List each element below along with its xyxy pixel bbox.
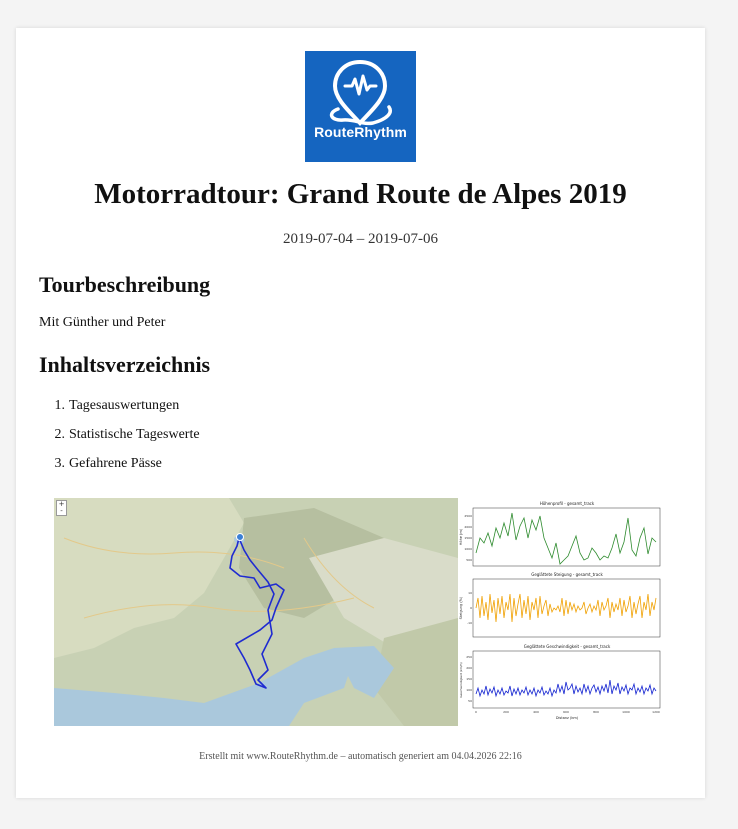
toc-label: Gefahrene Pässe [69,456,162,471]
toc-item-statistics[interactable] [39,425,200,454]
zoom-in-button[interactable]: + [58,500,65,508]
page-title: Motorradtour: Grand Route de Alpes 2019 [94,178,627,210]
elevation-plot-title: Höhenprofil - gesamt_track [539,501,595,506]
table-of-contents [39,396,200,483]
footer-note: Erstellt mit www.RouteRhythm.de – automatisch generiert am 04.04.2026 22:16 [199,751,522,762]
routerhythm-logo [305,51,416,162]
speed-ytick: 100 [466,688,472,692]
toc-label: Statistische Tageswerte [69,427,200,442]
track-profile-plots [458,498,668,726]
description-heading: Tourbeschreibung [39,272,211,297]
map-pin-pulse-icon [305,51,416,162]
elevation-ytick: 2500 [464,514,472,518]
toc-item-daily-analysis[interactable] [39,396,200,425]
route-map[interactable] [54,498,458,726]
toc-item-passes[interactable] [39,454,200,483]
elevation-ylabel: Höhe (m) [459,528,463,546]
gradient-ylabel: Steigung (%) [459,596,463,620]
speed-ytick: 150 [466,677,472,681]
speed-ylabel: Geschwindigkeit (km/h) [459,662,463,698]
toc-heading: Inhaltsverzeichnis [39,352,211,377]
gradient-ytick: 0 [470,606,472,610]
toc-label: Tagesauswertungen [69,398,180,413]
x-tick: 600 [563,710,569,714]
elevation-ytick: 1000 [464,547,472,551]
elevation-ytick: 1500 [464,536,472,540]
profile-charts [458,498,668,726]
gradient-ytick: 10 [468,591,472,595]
x-tick: 400 [533,710,539,714]
gradient-ytick: -10 [467,621,472,625]
speed-plot-title: Geglättete Geschwindigkeit - gesamt_track [523,644,611,649]
toc-number: 2. [54,427,65,442]
description-text: Mit Günther und Peter [39,315,166,330]
speed-series-line [476,680,656,696]
speed-ytick: 250 [466,655,472,659]
zoom-out-button[interactable]: - [60,507,63,515]
elevation-ytick: 2000 [464,525,472,529]
speed-plot-frame [473,651,660,708]
x-tick: 1000 [622,710,630,714]
toc-number: 3. [54,456,65,471]
x-tick: 1200 [652,710,660,714]
gradient-series-line [476,594,656,622]
x-tick: 0 [475,710,477,714]
x-axis-label: Distanz (km) [555,716,579,720]
gradient-plot-title: Geglättete Steigung - gesamt_track [531,572,603,577]
map-terrain [54,498,458,726]
toc-number: 1. [54,398,65,413]
speed-ytick: 50 [468,699,472,703]
x-tick: 800 [593,710,599,714]
map-zoom-control[interactable] [56,500,67,516]
logo-text: RouteRhythm [314,124,407,140]
route-figure [54,498,668,726]
elevation-series-line [476,513,656,564]
x-tick: 200 [503,710,509,714]
elevation-ytick: 500 [466,558,472,562]
report-page [16,28,705,798]
speed-ytick: 200 [466,666,472,670]
date-range: 2019-07-04 – 2019-07-06 [283,231,438,247]
